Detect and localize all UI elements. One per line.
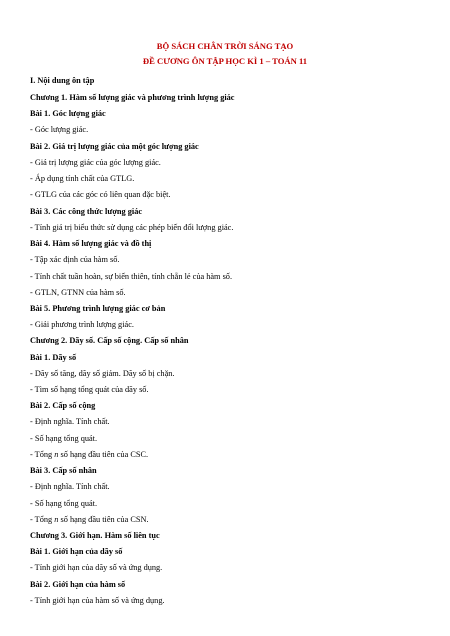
- lesson-item: - Giải phương trình lượng giác.: [30, 320, 134, 329]
- lesson-heading: Bài 1. Dãy số: [30, 353, 77, 362]
- lesson-heading: Bài 4. Hàm số lượng giác và đồ thị: [30, 239, 152, 248]
- chapter-3-heading: Chương 3. Giới hạn. Hàm số liên tục: [30, 531, 160, 540]
- lesson-item: - Tính giới hạn của dãy số và ứng dụng.: [30, 563, 163, 572]
- lesson-item: - Định nghĩa. Tính chất.: [30, 417, 110, 426]
- lesson-item: - Dãy số tăng, dãy số giảm. Dãy số bị chặn.: [30, 369, 175, 378]
- lesson-heading: Bài 2. Cấp số cộng: [30, 401, 96, 410]
- lesson-item: - GTLG của các góc có liên quan đặc biệt.: [30, 190, 171, 199]
- lesson-item: - Tính chất tuần hoàn, sự biến thiên, tính chẵn lẻ của hàm số.: [30, 272, 233, 281]
- lesson-item: - Tìm số hạng tổng quát của dãy số.: [30, 385, 149, 394]
- lesson-heading: Bài 2. Giới hạn của hàm số: [30, 580, 126, 589]
- document-main-title: ĐỀ CƯƠNG ÔN TẬP HỌC KÌ 1 – TOÁN 11: [142, 56, 308, 66]
- chapter-1-heading: Chương 1. Hàm số lượng giác và phương trình lượng giác: [30, 93, 235, 102]
- lesson-item: - Số hạng tổng quát.: [30, 434, 98, 443]
- lesson-item: - Góc lượng giác.: [30, 125, 89, 134]
- lesson-item: - Tổng n số hạng đầu tiên của CSC.: [30, 450, 149, 459]
- lesson-item: - Tính giới hạn của hàm số và ứng dụng.: [30, 596, 165, 605]
- lesson-heading: Bài 1. Góc lượng giác: [30, 109, 106, 118]
- document-publisher-title: BỘ SÁCH CHÂN TRỜI SÁNG TẠO: [156, 41, 294, 51]
- lesson-heading: Bài 5. Phương trình lượng giác cơ bản: [30, 304, 166, 313]
- lesson-item: - Tập xác định của hàm số.: [30, 255, 120, 264]
- lesson-heading: Bài 3. Cấp số nhân: [30, 466, 97, 475]
- lesson-item: - Giá trị lượng giác của góc lượng giác.: [30, 158, 161, 167]
- lesson-heading: Bài 1. Giới hạn của dãy số: [30, 547, 123, 556]
- section-heading: I. Nội dung ôn tập: [30, 76, 95, 85]
- lesson-heading: Bài 2. Giá trị lượng giác của một góc lượng giác: [30, 142, 199, 151]
- lesson-item: - GTLN, GTNN của hàm số.: [30, 288, 126, 297]
- lesson-item: - Định nghĩa. Tính chất.: [30, 482, 110, 491]
- lesson-item: - Số hạng tổng quát.: [30, 499, 98, 508]
- lesson-item: - Tổng n số hạng đầu tiên của CSN.: [30, 515, 149, 524]
- chapter-2-heading: Chương 2. Dãy số. Cấp số cộng. Cấp số nhân: [30, 336, 189, 345]
- lesson-item: - Tính giá trị biểu thức sử dụng các phép biến đổi lượng giác.: [30, 223, 234, 232]
- lesson-heading: Bài 3. Các công thức lượng giác: [30, 207, 143, 216]
- lesson-item: - Áp dụng tính chất của GTLG.: [30, 174, 135, 183]
